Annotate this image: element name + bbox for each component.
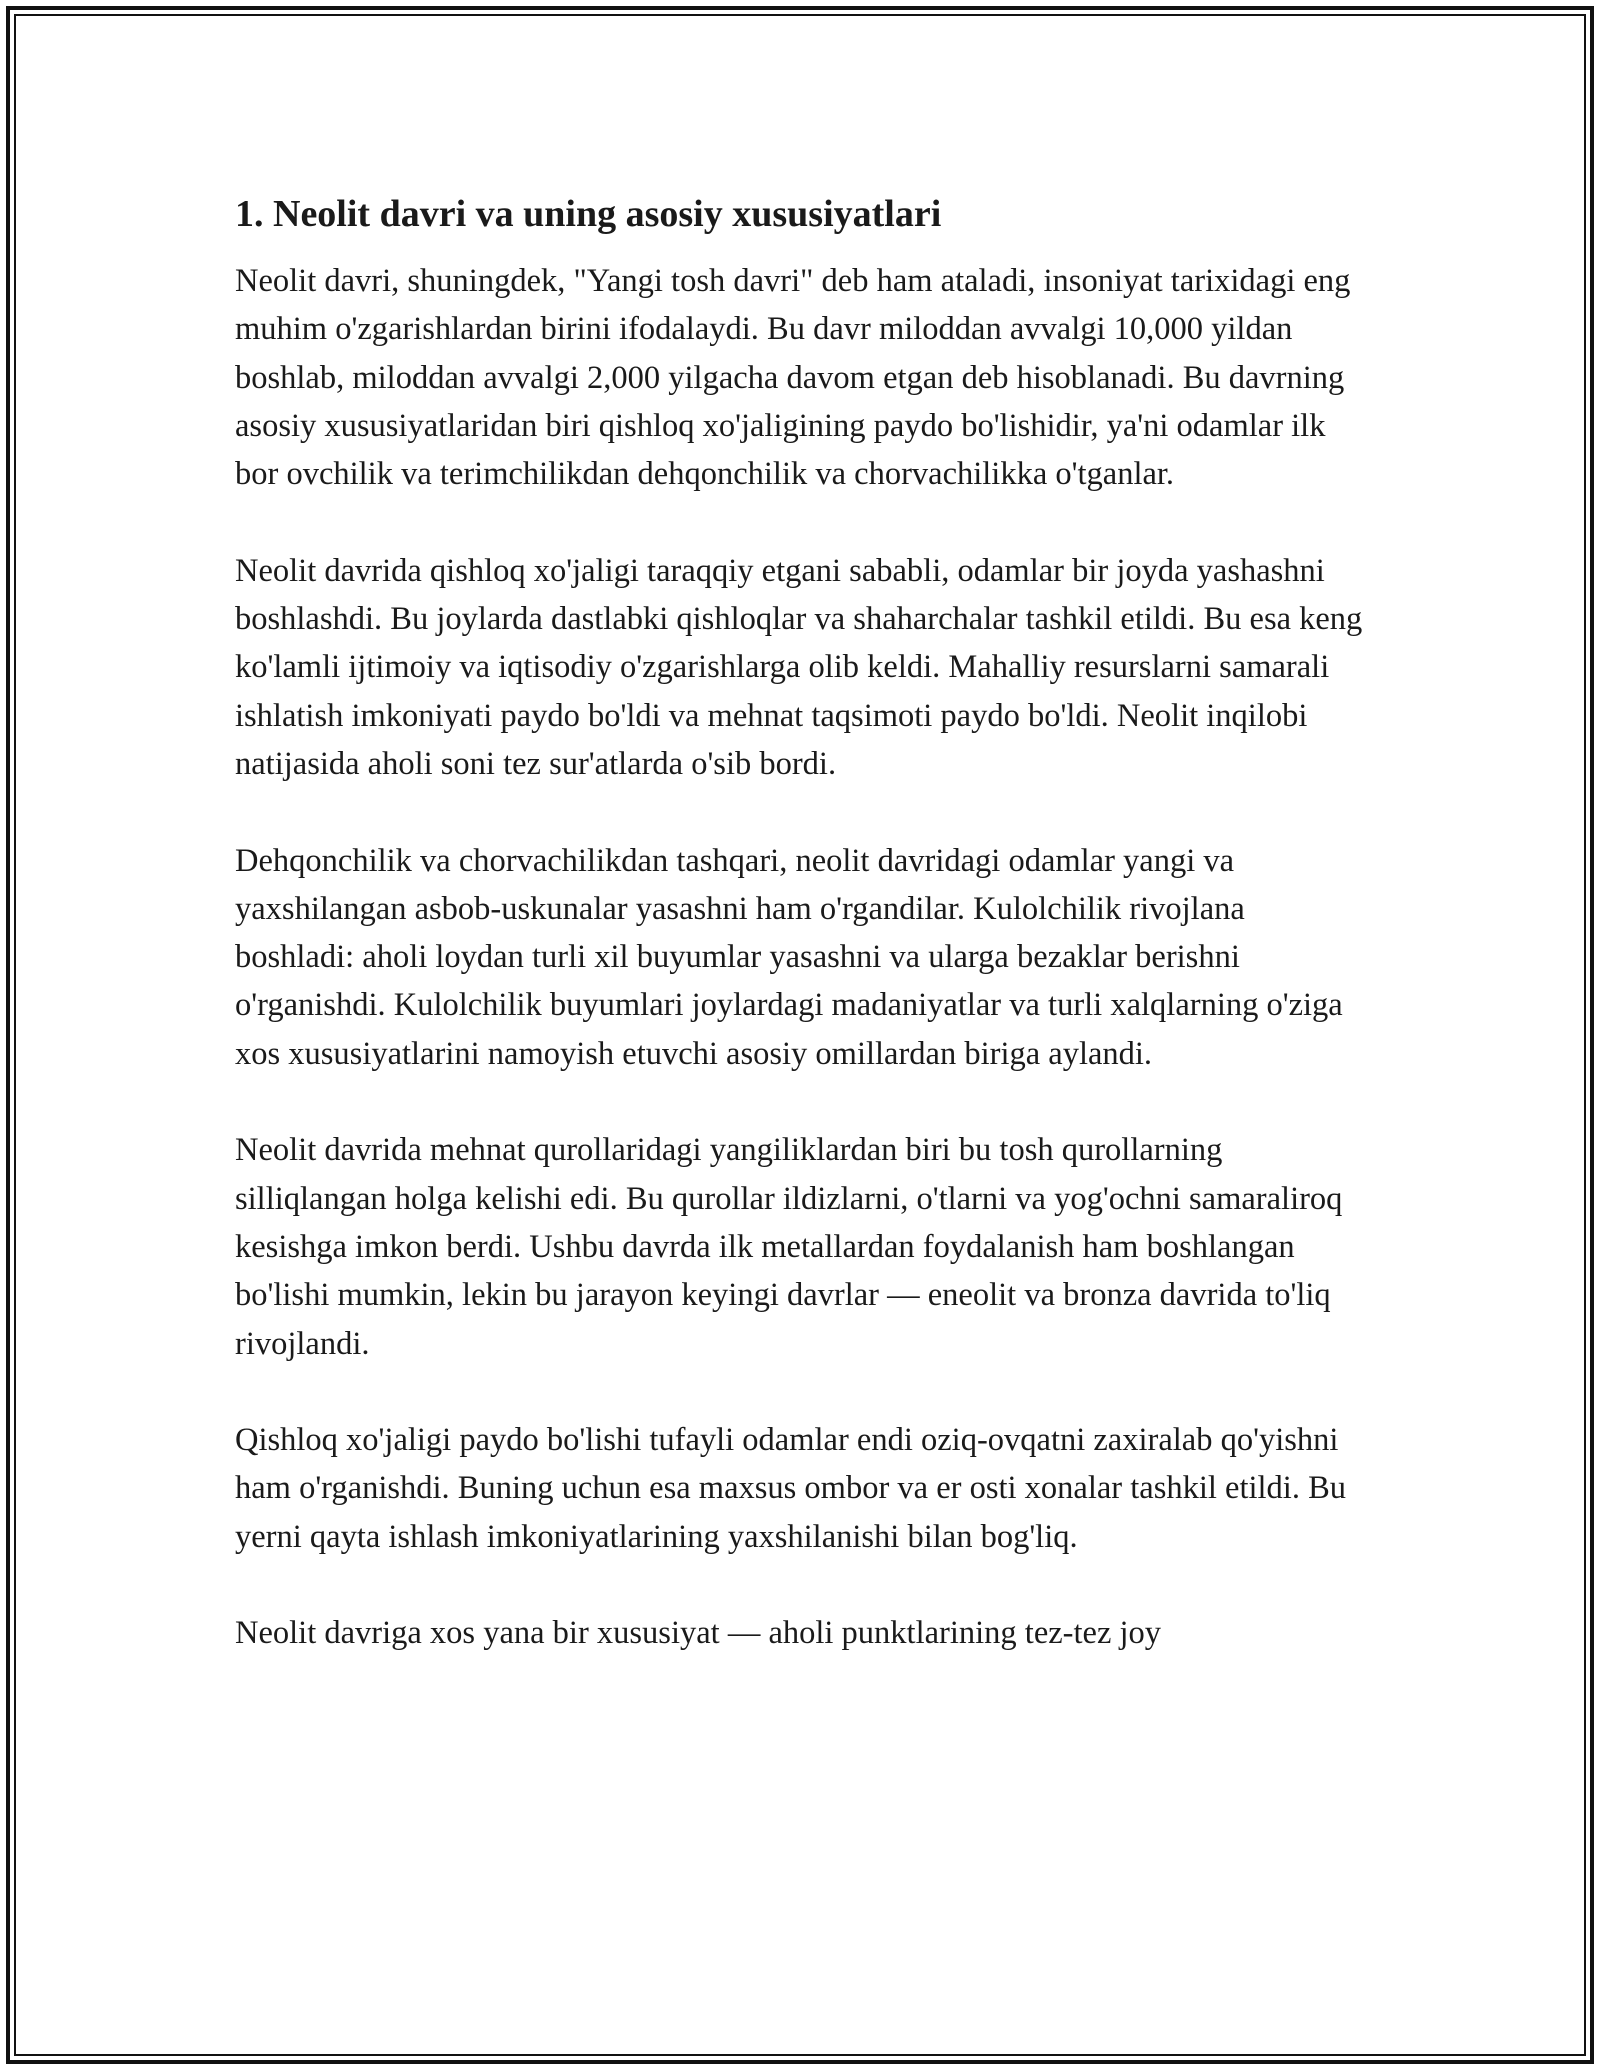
paragraph-4: Neolit davrida mehnat qurollaridagi yangiliklardan biri bu tosh qurollarning silliqlangan holga kelishi edi. Bu qurollar ildizlarni, o'tlarni va yog'ochni samaraliroq kesishga imkon berdi. Ushbu davrda ilk metallardan foydalanish ham boshlangan bo'lishi mumkin, lekin bu jarayon keyingi davrlar — eneolit va bronza davrida to'liq rivojlandi. [235, 1132, 1343, 1362]
paragraph-2: Neolit davrida qishloq xo'jaligi taraqqiy etgani sababli, odamlar bir joyda yashashni boshlashdi. Bu joylarda dastlabki qishloqlar va shaharchalar tashkil etildi. Bu esa keng ko'lamli ijtimoiy va iqtisodiy o'zgarishlarga olib keldi. Mahalliy resurslarni samarali ishlatish imkoniyati paydo bo'ldi va mehnat taqsimoti paydo bo'ldi. Neolit inqilobi natijasida aholi soni tez sur'atlarda o'sib bordi. [235, 552, 1363, 782]
paragraph-1: Neolit davri, shuningdek, "Yangi tosh davri" deb ham ataladi, insoniyat tarixidagi eng muhim o'zgarishlardan birini ifodalaydi. Bu davr miloddan avvalgi 10,000 yildan boshlab, miloddan avvalgi 2,000 yilgacha davom etgan deb hisoblanadi. Bu davrning asosiy xususiyatlaridan biri qishloq xo'jaligining paydo bo'lishidir, ya'ni odamlar ilk bor ovchilik va terimchilikdan dehqonchilik va chorvachilikka o'tganlar. [235, 263, 1351, 493]
paragraph-3: Dehqonchilik va chorvachilikdan tashqari, neolit davridagi odamlar yangi va yaxshilangan asbob-uskunalar yasashni ham o'rgandilar. Kulolchilik rivojlana boshladi: aholi loydan turli xil buyumlar yasashni va ularga bezaklar berishni o'rganishdi. Kulolchilik buyumlari joylardagi madaniyatlar va turli xalqlarning o'ziga xos xususiyatlarini namoyish etuvchi asosiy omillardan biriga aylandi. [235, 842, 1343, 1072]
paragraph-5: Qishloq xo'jaligi paydo bo'lishi tufayli odamlar endi oziq-ovqatni zaxiralab qo'yishni ham o'rganishdi. Buning uchun esa maxsus ombor va er osti xonalar tashkil etildi. Bu yerni qayta ishlash imkoniyatlarining yaxshilanishi bilan bog'liq. [235, 1422, 1346, 1555]
paragraph-6: Neolit davriga xos yana bir xususiyat — aholi punktlarining tez-tez joy [235, 1615, 1162, 1652]
section-heading: 1. Neolit davri va uning asosiy xususiyatlari [235, 193, 942, 235]
document-body [235, 185, 1370, 1658]
